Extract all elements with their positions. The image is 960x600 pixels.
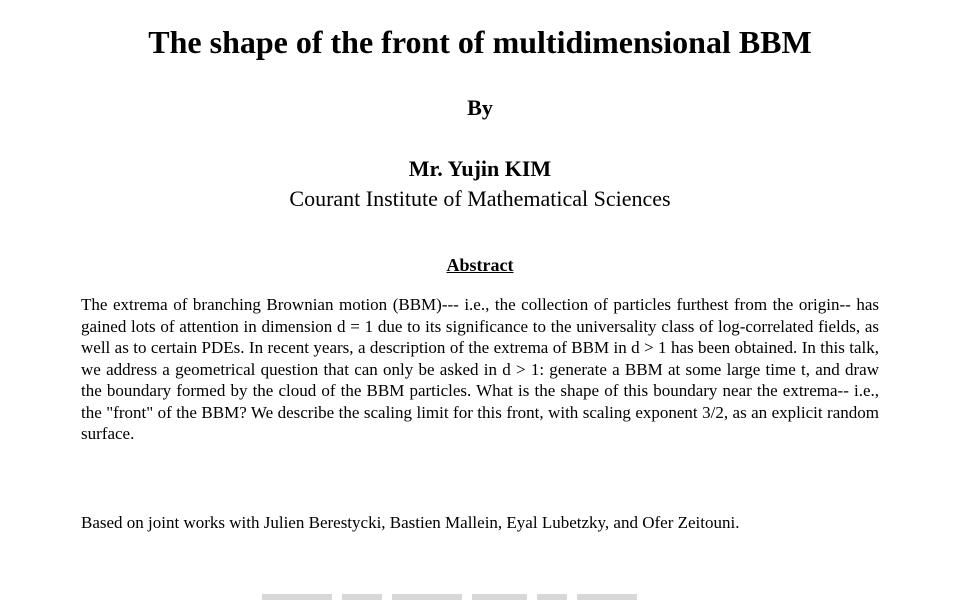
- by-label: By: [467, 95, 493, 120]
- cut-off-text-line: [262, 594, 692, 600]
- abstract-body: The extrema of branching Brownian motion (BBM)--- i.e., the collection of particles furthest from the origin-- has gained lots of attention in dimension d = 1 due to its significance to the universality class of log-correlated fields, as well as to certain PDEs. In recent years, a description of the extrema of BBM in d > 1 has been obtained. In this talk, we address a geometrical question that can only be asked in d > 1: generate a BBM at some large time t, and draw the boundary formed by the cloud of the BBM particles. What is the shape of this boundary near the extrema-- i.e., the "front" of the BBM? We describe the scaling limit for this front, with scaling exponent 3/2, as an explicit random surface.: [81, 295, 879, 443]
- talk-title: The shape of the front of multidimensional BBM: [148, 24, 812, 60]
- speaker-affiliation: Courant Institute of Mathematical Sciences: [289, 186, 671, 211]
- speaker-name: Mr. Yujin KIM: [408, 156, 552, 181]
- abstract-heading: Abstract: [446, 255, 514, 275]
- acknowledgement: Based on joint works with Julien Berestycki, Bastien Mallein, Eyal Lubetzky, and Ofer Zeitouni.: [81, 513, 740, 532]
